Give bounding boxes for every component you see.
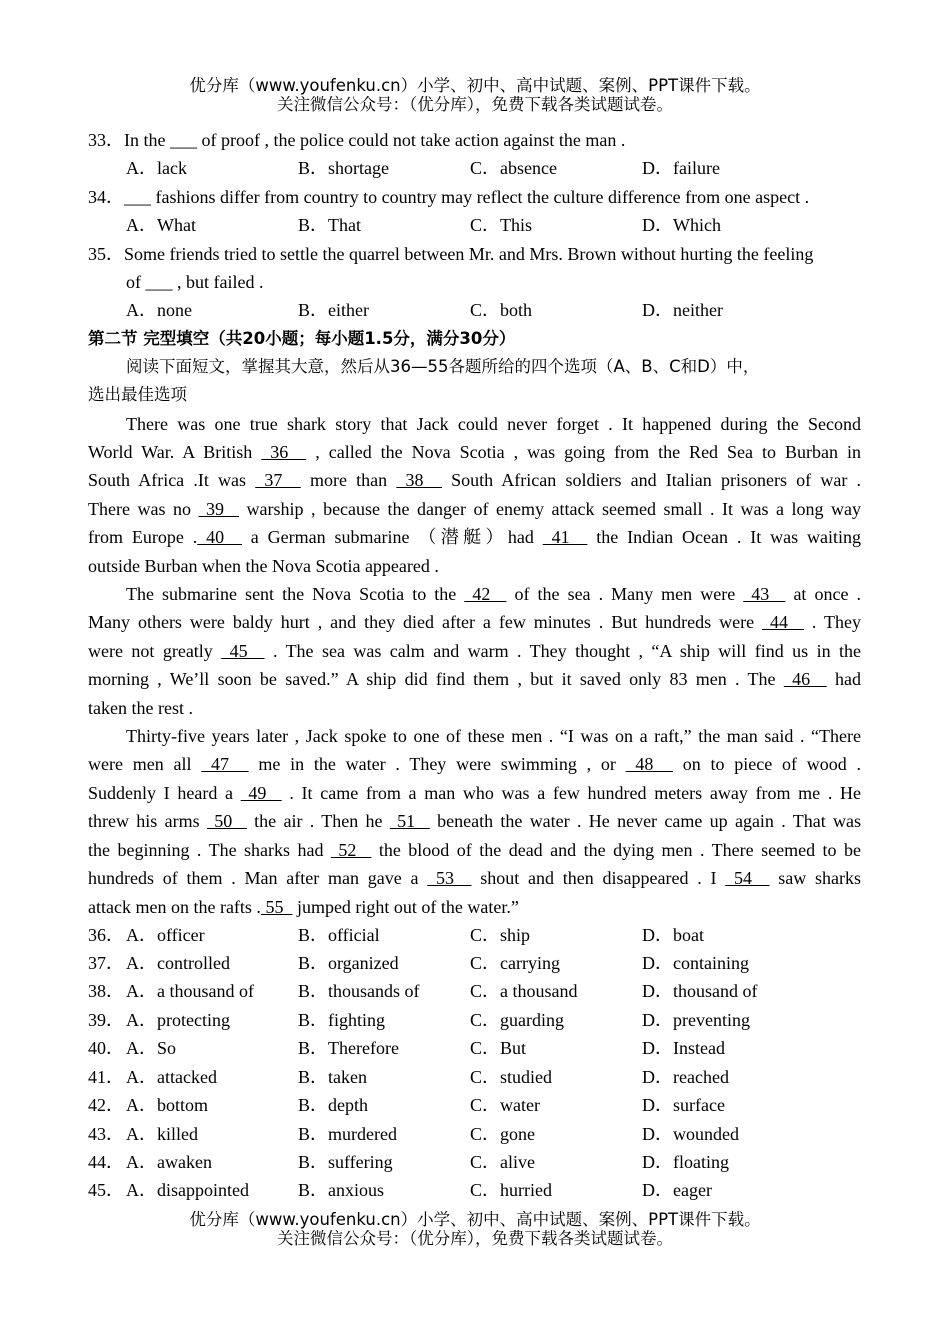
choice-d: D．surface [642,1095,725,1115]
q34-option-c: C．This [470,215,533,235]
choice-c: C．a thousand [470,981,578,1001]
passage-line: hundreds of them . Man after man gave a 53 shout and then disappeared . I 54 saw sharks [88,868,861,888]
q33-option-b: B．shortage [298,158,389,178]
choice-b: B．official [298,925,380,945]
choice-number: 39． [88,1010,124,1030]
choice-c: C．studied [470,1067,553,1087]
choice-b: B．organized [298,953,399,973]
choice-number: 44． [88,1152,124,1172]
choice-b: B．taken [298,1067,367,1087]
q35-option-c: C．both [470,300,533,320]
choice-c: C．gone [470,1124,535,1144]
choice-c: C．ship [470,925,531,945]
header-line-2: 关注微信公众号：（优分库），免费下载各类试题试卷。 [277,95,673,114]
blank-44: 44 [762,612,804,632]
q34-option-d: D．Which [642,215,721,235]
blank-36: 36 [261,442,307,462]
blank-42: 42 [464,584,507,604]
choice-number: 45． [88,1180,124,1200]
blank-41: 41 [542,527,588,547]
choice-c: C．But [470,1038,527,1058]
choice-b: B．Therefore [298,1038,399,1058]
question-35: 35．Some friends tried to settle the quarrel between Mr. and Mrs. Brown without hurting the feeling [88,244,814,264]
choice-d: D．containing [642,953,749,973]
choice-a: A．disappointed [126,1180,249,1200]
choice-a: A．a thousand of [126,981,254,1001]
choice-b: B．fighting [298,1010,386,1030]
choice-b: B．thousands of [298,981,420,1001]
choice-a: A．bottom [126,1095,209,1115]
passage-line: were not greatly 45 . The sea was calm and warm . They thought , “A ship will find us in the [88,641,861,661]
passage-line: attack men on the rafts . 55 jumped right out of the water.” [88,897,519,917]
passage-line: Suddenly I heard a 49 . It came from a man who was a few hundred meters away from me . He [88,783,861,803]
choice-number: 42． [88,1095,124,1115]
choice-c: C．hurried [470,1180,552,1200]
blank-49: 49 [240,783,282,803]
q35-option-b: B．either [298,300,369,320]
blank-52: 52 [330,840,372,860]
q33-option-a: A．lack [126,158,187,178]
section-title: 第二节 完型填空（共20小题；每小题1.5分，满分30分） [88,329,516,348]
choice-d: D．reached [642,1067,729,1087]
passage-line: threw his arms 50 the air . Then he 51 beneath the water . He never came up again . That was [88,811,862,831]
q35-option-d: D．neither [642,300,723,320]
choice-c: C．carrying [470,953,560,973]
blank-53: 53 [427,868,472,888]
blank-39: 39 [198,499,240,519]
choice-number: 37． [88,953,124,973]
header-line-1: 优分库（www.youfenku.cn）小学、初中、高中试题、案例、PPT课件下载。 [189,76,761,95]
blank-47: 47 [201,754,249,774]
choice-a: A．killed [126,1124,198,1144]
choice-a: A．attacked [126,1067,217,1087]
q34-option-a: A．What [126,215,196,235]
choice-a: A．controlled [126,953,230,973]
passage-line: from Europe . 40 a German submarine （潜艇）had 41 the Indian Ocean . It was waiting [88,527,862,547]
choice-number: 38． [88,981,124,1001]
q33-option-d: D．failure [642,158,720,178]
choice-d: D．thousand of [642,981,758,1001]
choice-a: A．So [126,1038,177,1058]
section-instruction-2: 选出最佳选项 [88,385,187,404]
choice-number: 43． [88,1124,124,1144]
footer-line-2: 关注微信公众号：（优分库），免费下载各类试题试卷。 [277,1229,673,1248]
choice-d: D．eager [642,1180,712,1200]
blank-37: 37 [255,470,301,490]
blank-55: 55 [260,897,293,917]
footer-line-1: 优分库（www.youfenku.cn）小学、初中、高中试题、案例、PPT课件下载。 [189,1210,761,1229]
passage-line: the beginning . The sharks had 52 the blood of the dead and the dying men . There seemed to be [88,840,862,860]
q35-option-a: A．none [126,300,192,320]
passage-line: were men all 47 me in the water . They were swimming , or 48 on to piece of wood . [88,754,862,774]
passage-line: taken the rest . [88,698,193,718]
choice-a: A．officer [126,925,205,945]
passage-line: outside Burban when the Nova Scotia appeared . [88,556,439,576]
choice-c: C．water [470,1095,540,1115]
choice-a: A．awaken [126,1152,212,1172]
choice-d: D．Instead [642,1038,725,1058]
choice-number: 41． [88,1067,124,1087]
choice-number: 36． [88,925,124,945]
passage-line: World War. A British 36 , called the Nova Scotia , was going from the Red Sea to Burban in [88,442,862,462]
passage-line: morning , We’ll soon be saved.” A ship did find them , but it saved only 83 men . The 46 had [88,669,861,689]
choice-d: D．floating [642,1152,729,1172]
blank-48: 48 [625,754,673,774]
blank-54: 54 [725,868,770,888]
section-instruction-1: 阅读下面短文，掌握其大意，然后从36—55各题所给的四个选项（A、B、C和D）中， [126,357,760,376]
question-34: 34．___ fashions differ from country to country may reflect the culture difference from one aspect . [88,187,810,207]
passage-line: There was no 39 warship , because the danger of enemy attack seemed small . It was a long way [88,499,862,519]
blank-46: 46 [783,669,827,689]
blank-51: 51 [389,811,430,831]
passage-line: Many others were baldy hurt , and they died after a few minutes . But hundreds were 44 . They [88,612,861,632]
q34-option-b: B．That [298,215,361,235]
question-33: 33．In the ___ of proof , the police could not take action against the man . [88,130,626,150]
page-footer [0,1210,950,1248]
choice-c: C．guarding [470,1010,564,1030]
choice-b: B．depth [298,1095,368,1115]
choice-b: B．suffering [298,1152,393,1172]
blank-40: 40 [197,527,242,547]
choice-b: B．murdered [298,1124,397,1144]
blank-50: 50 [206,811,247,831]
choice-b: B．anxious [298,1180,385,1200]
question-35-cont: of ___ , but failed . [126,272,264,292]
choice-c: C．alive [470,1152,535,1172]
choice-d: D．preventing [642,1010,750,1030]
choice-d: D．boat [642,925,704,945]
choice-d: D．wounded [642,1124,739,1144]
passage-line: Thirty-five years later , Jack spoke to one of these men . “I was on a raft,” the man said . “There [126,726,861,746]
q33-option-c: C．absence [470,158,557,178]
passage-line: There was one true shark story that Jack could never forget . It happened during the Second [126,414,861,434]
passage-line: South Africa .It was 37 more than 38 South African soldiers and Italian prisoners of war . [88,470,861,490]
blank-45: 45 [221,641,265,661]
blank-38: 38 [396,470,442,490]
choice-number: 40． [88,1038,124,1058]
page-header [0,76,950,114]
choice-a: A．protecting [126,1010,230,1030]
passage-line: The submarine sent the Nova Scotia to the 42 of the sea . Many men were 43 at once . [126,584,861,604]
blank-43: 43 [743,584,786,604]
